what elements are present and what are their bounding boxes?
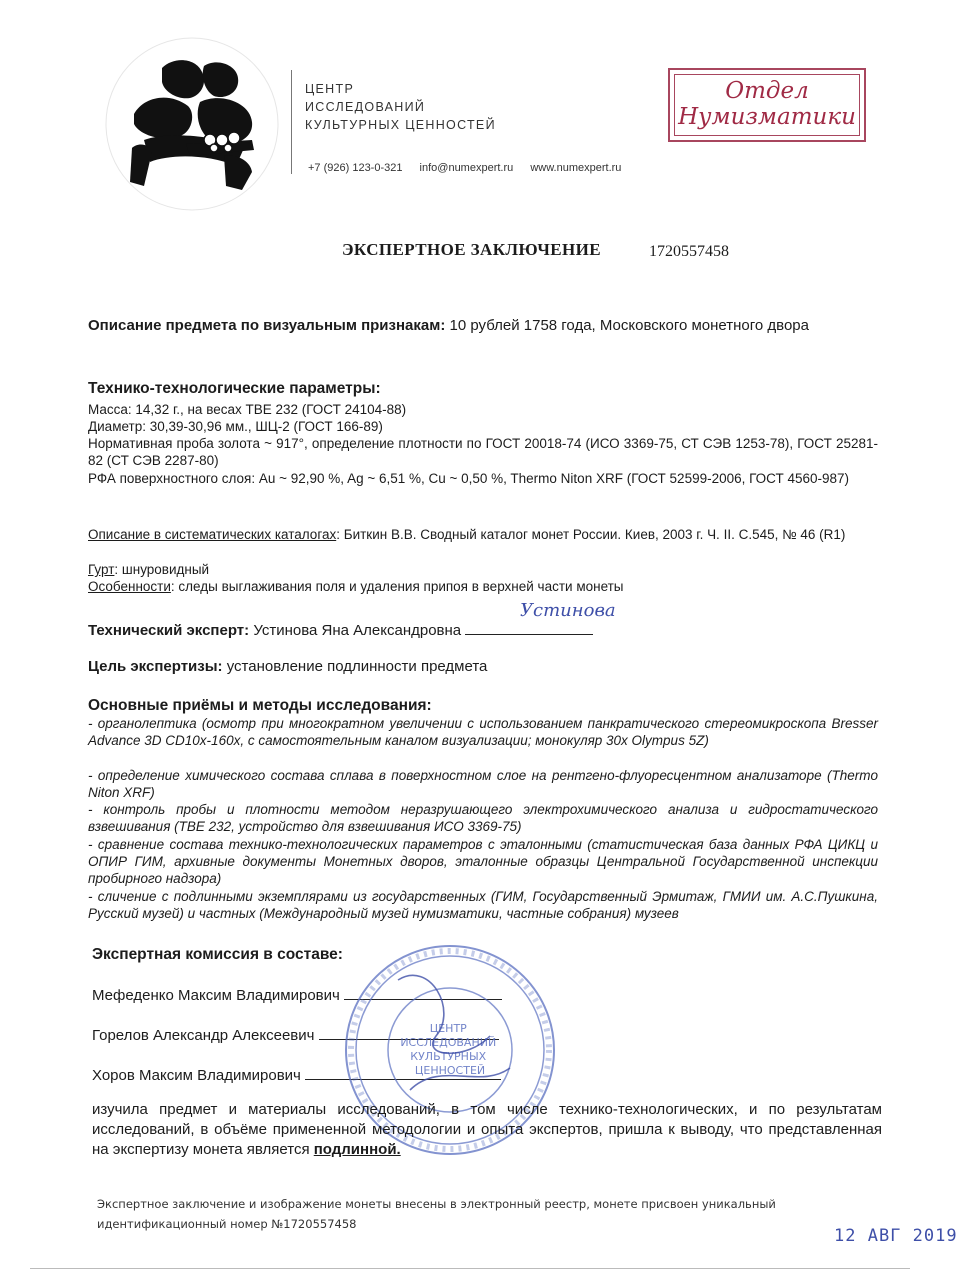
expert-signature-line (465, 620, 593, 635)
methods-title: Основные приёмы и методы исследования: (88, 697, 432, 714)
tech-param-xrf: РФА поверхностного слоя: Au ~ 92,90 %, Ag ~ 6,51 %, Cu ~ 0,50 %, Thermo Niton XRF (ГОСТ 52599-2006, ГОСТ 4560-987) (88, 471, 850, 486)
svg-text:ЦЕНТР ИССЛЕДОВАНИЙ: ЦЕНТР ИССЛЕДОВАНИЙ КУЛЬТУРНЫХ ЦЕННОСТЕЙ (400, 1022, 497, 1077)
tech-params-title: Технико-технологические параметры: (88, 380, 381, 397)
organization-name: ЦЕНТР ИССЛЕДОВАНИЙ КУЛЬТУРНЫХ ЦЕННОСТЕЙ (305, 82, 496, 132)
expertise-purpose: Цель экспертизы: установление подлинности предмета (88, 658, 488, 675)
edge-type: Гурт: шнуровидный (88, 562, 210, 577)
contacts-line (308, 162, 635, 174)
document-number: 1720557458 (649, 243, 729, 260)
method-museums: - сличение с подлинными экземплярами из государственных (ГИМ, Государственный Эрмитаж, ГМИИ им. А.С.Пушкина, Русский музей) и частных (Международный музей нумизматики, частные собрания) музеев (88, 889, 878, 921)
conclusion-text: изучила предмет и материалы исследований, в том числе технико-технологических, и по результатам исследований, в объёме примененной методологии и опыта экспертов, пришла к выводу, что представленная на экспертизу монета является подлинной. (92, 1101, 882, 1158)
tech-param-diameter: Диаметр: 30,39-30,96 мм., ШЦ-2 (ГОСТ 166-89) (88, 419, 383, 434)
verdict: подлинной. (313, 1141, 401, 1158)
features: Особенности: следы выглаживания поля и удаления припоя в верхней части монеты (88, 579, 624, 594)
department-stamp: Отдел Нумизматики (668, 68, 866, 142)
technical-expert: Технический эксперт: Устинова Яна Александровна (88, 620, 593, 639)
document-title: ЭКСПЕРТНОЕ ЗАКЛЮЧЕНИЕ (342, 240, 601, 259)
website-link[interactable]: www.numexpert.ru (530, 162, 622, 174)
tech-param-purity: Нормативная проба золота ~ 917°, определение плотности по ГОСТ 20018-74 (ИСО 3369-75, СТ СЭВ 1253-78), ГОСТ 25281-82 (СТ СЭВ 2287-80) (88, 436, 878, 468)
header-divider (291, 70, 292, 174)
item-description: Описание предмета по визуальным признакам: 10 рублей 1758 года, Московского монетного двора (88, 317, 809, 334)
email-link[interactable]: info@numexpert.ru (419, 162, 514, 174)
date-stamp: 12 АВГ 2019 (834, 1226, 958, 1246)
engravers-logo-icon (104, 36, 280, 212)
phone: +7 (926) 123-0-321 (308, 162, 403, 174)
catalog-reference: Описание в систематических каталогах: Биткин В.В. Сводный каталог монет России. Киев, 2003 г. Ч. II. С.545, № 46 (R1) (88, 527, 846, 542)
commission-member-1: Мефеденко Максим Владимирович (92, 985, 502, 1004)
method-xrf: - определение химического состава сплава в поверхностном слое на рентгено-флуоресцентном анализаторе (Thermo Niton XRF) (88, 768, 878, 800)
method-density: - контроль пробы и плотности методом неразрушающего электрохимического анализа и гидростатического взвешивания (ТВЕ 232, устройство для взвешивания ИСО 3369-75) (88, 802, 878, 834)
method-comparison: - сравнение состава технико-технологических параметров с эталонными (статистическая база данных РФА ЦИКЦ и ОПИР ГИМ, архивные документы Монетных дворов, эталонные образцы Центральной Государственной инспекции пробирного надзора) (88, 837, 878, 886)
registry-footer: Экспертное заключение и изображение монеты внесены в электронный реестр, монете присвоен уникальный идентификационный номер №1720557458 (97, 1197, 776, 1231)
bottom-rule (30, 1268, 910, 1269)
commission-member-2: Горелов Александр Алексеевич (92, 1025, 499, 1044)
expert-signature: Устинова (520, 600, 616, 621)
method-organoleptic: - органолептика (осмотр при многократном увеличении с использованием панкратического стереомикроскопа Bresser Advance 3D CD10x-160x, с самостоятельным каналом визуализации; монокуляр 30x Olympus 5Z) (88, 716, 878, 748)
commission-title: Экспертная комиссия в составе: (92, 946, 343, 963)
tech-param-mass: Масса: 14,32 г., на весах ТВЕ 232 (ГОСТ 24104-88) (88, 402, 407, 417)
commission-member-3: Хоров Максим Владимирович (92, 1065, 501, 1084)
